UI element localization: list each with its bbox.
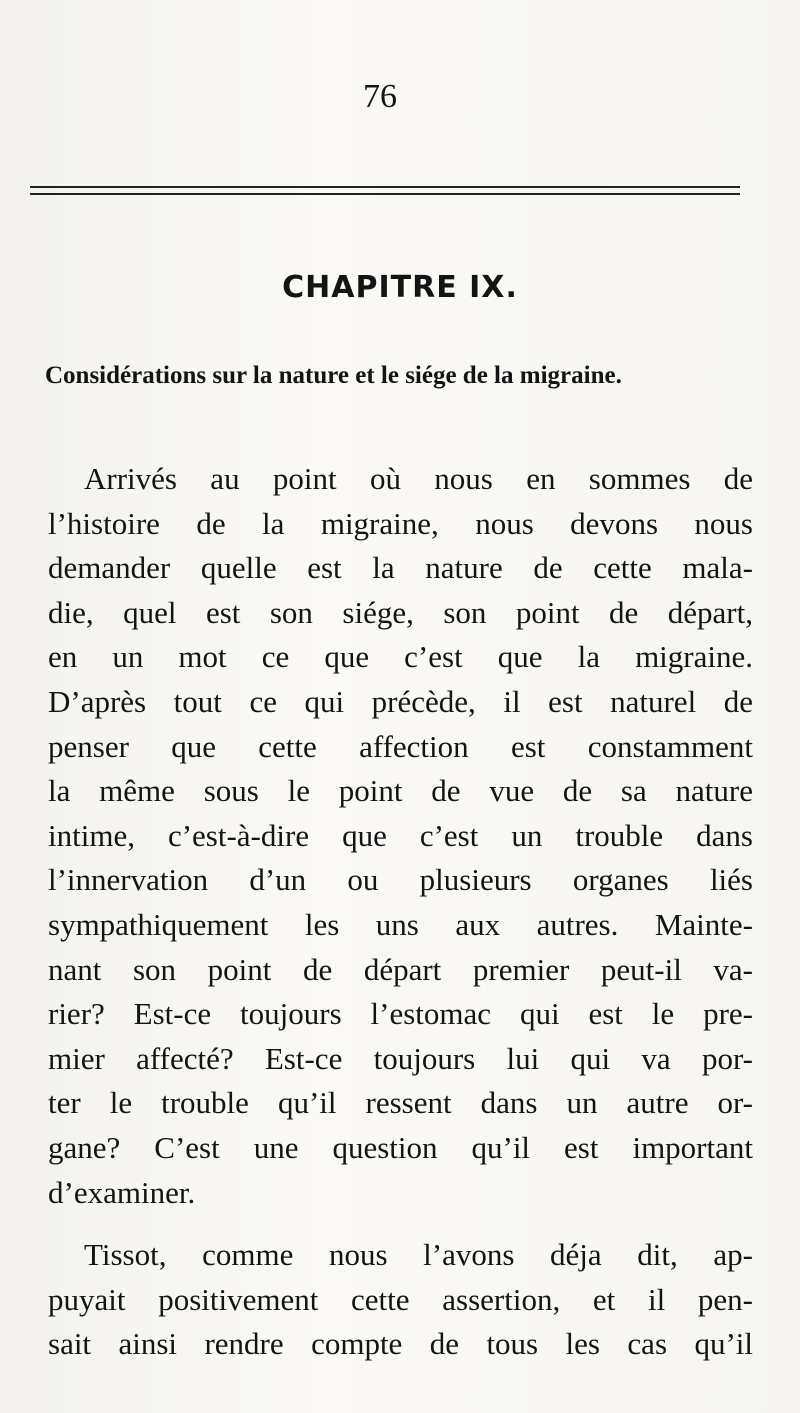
text-line: puyait positivement cette assertion, et il pen- bbox=[48, 1281, 753, 1317]
text-line: die, quel est son siége, son point de départ, bbox=[48, 594, 753, 630]
page-number: 76 bbox=[363, 78, 397, 115]
text-line: Tissot, comme nous l’avons déja dit, ap- bbox=[84, 1237, 753, 1272]
text-line: mier affecté? Est-ce toujours lui qui va por- bbox=[48, 1040, 753, 1076]
text-line: en un mot ce que c’est que la migraine. bbox=[48, 639, 753, 675]
text-line: demander quelle est la nature de cette mala- bbox=[48, 550, 753, 586]
chapter-subtitle: Considérations sur la nature et le siége de la migraine. bbox=[45, 362, 622, 389]
header-rule-bottom bbox=[30, 193, 740, 195]
text-line: l’histoire de la migraine, nous devons nous bbox=[48, 505, 753, 541]
text-line: D’après tout ce qui précède, il est naturel de bbox=[48, 683, 753, 719]
text-line: sympathiquement les uns aux autres. Mainte- bbox=[48, 906, 753, 942]
text-line: d’examiner. bbox=[48, 1174, 196, 1210]
text-line: Arrivés au point où nous en sommes de bbox=[84, 461, 753, 496]
text-line: ter le trouble qu’il ressent dans un autre or- bbox=[48, 1085, 753, 1121]
paragraph-2 bbox=[48, 1233, 753, 1367]
chapter-title: CHAPITRE IX. bbox=[282, 270, 518, 305]
text-line: sait ainsi rendre compte de tous les cas qu’il bbox=[48, 1326, 753, 1362]
text-line: nant son point de départ premier peut-il va- bbox=[48, 951, 753, 987]
text-line: gane? C’est une question qu’il est important bbox=[48, 1129, 753, 1165]
header-rule-top bbox=[30, 186, 740, 188]
text-line: la même sous le point de vue de sa nature bbox=[48, 773, 753, 809]
text-line: penser que cette affection est constamment bbox=[48, 728, 753, 764]
text-line: intime, c’est-à-dire que c’est un trouble dans bbox=[48, 817, 753, 853]
text-line: rier? Est-ce toujours l’estomac qui est le pre- bbox=[48, 996, 753, 1032]
paragraph-1 bbox=[48, 457, 753, 1215]
text-line: l’innervation d’un ou plusieurs organes liés bbox=[48, 862, 753, 898]
